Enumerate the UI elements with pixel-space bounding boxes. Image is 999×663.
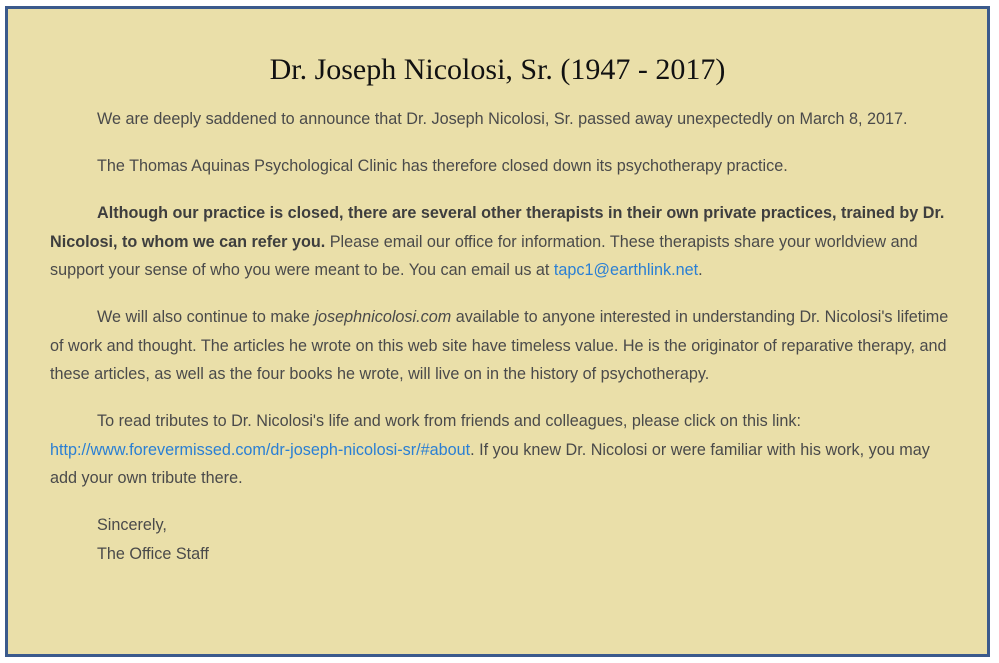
paragraph-website [50, 303, 950, 389]
referrals-end: . [698, 261, 703, 279]
notice-body [50, 105, 950, 587]
paragraph-referrals [50, 199, 950, 285]
closing-salutation: Sincerely, [97, 516, 167, 534]
email-link[interactable]: tapc1@earthlink.net [553, 261, 699, 279]
tributes-text-end: . If you knew Dr. Nicolosi or were familiar with his work, you may add your own tribute there. [50, 440, 930, 487]
website-text-start: We will also continue to make [97, 308, 315, 326]
paragraph-announcement [50, 105, 950, 134]
paragraph-clinic-closed [50, 152, 950, 181]
referrals-text: Please email our office for information. These therapists share your worldview and support your sense of who you were meant to be. You can email us at [50, 232, 918, 279]
tributes-text-start: To read tributes to Dr. Nicolosi's life and work from friends and colleagues, please click on this link: [97, 412, 801, 430]
notice-panel [5, 6, 990, 657]
closing-signature: The Office Staff [97, 544, 209, 563]
announcement-text: We are deeply saddened to announce that Dr. Joseph Nicolosi, Sr. passed away unexpectedly on March 8, 2017. [97, 110, 908, 128]
paragraph-tributes [50, 407, 950, 493]
referrals-bold-text: Although our practice is closed, there are several other therapists in their own private practices, trained by Dr. Nicolosi, to whom we can refer you. [50, 204, 945, 251]
website-text: available to anyone interested in understanding Dr. Nicolosi's lifetime of work and thought. The articles he wrote on this web site have timeless value. He is the originator of reparative therapy, and these articles, as well as the four books he wrote, will live on in the history of psychotherapy. [50, 308, 949, 383]
page-title: Dr. Joseph Nicolosi, Sr. (1947 - 2017) [269, 53, 726, 86]
clinic-closed-text: The Thomas Aquinas Psychological Clinic has therefore closed down its psychotherapy practice. [97, 157, 788, 175]
tributes-link[interactable]: http://www.forevermissed.com/dr-joseph-nicolosi-sr/#about [50, 440, 471, 459]
website-name: josephnicolosi.com [314, 308, 452, 326]
closing [50, 511, 950, 568]
